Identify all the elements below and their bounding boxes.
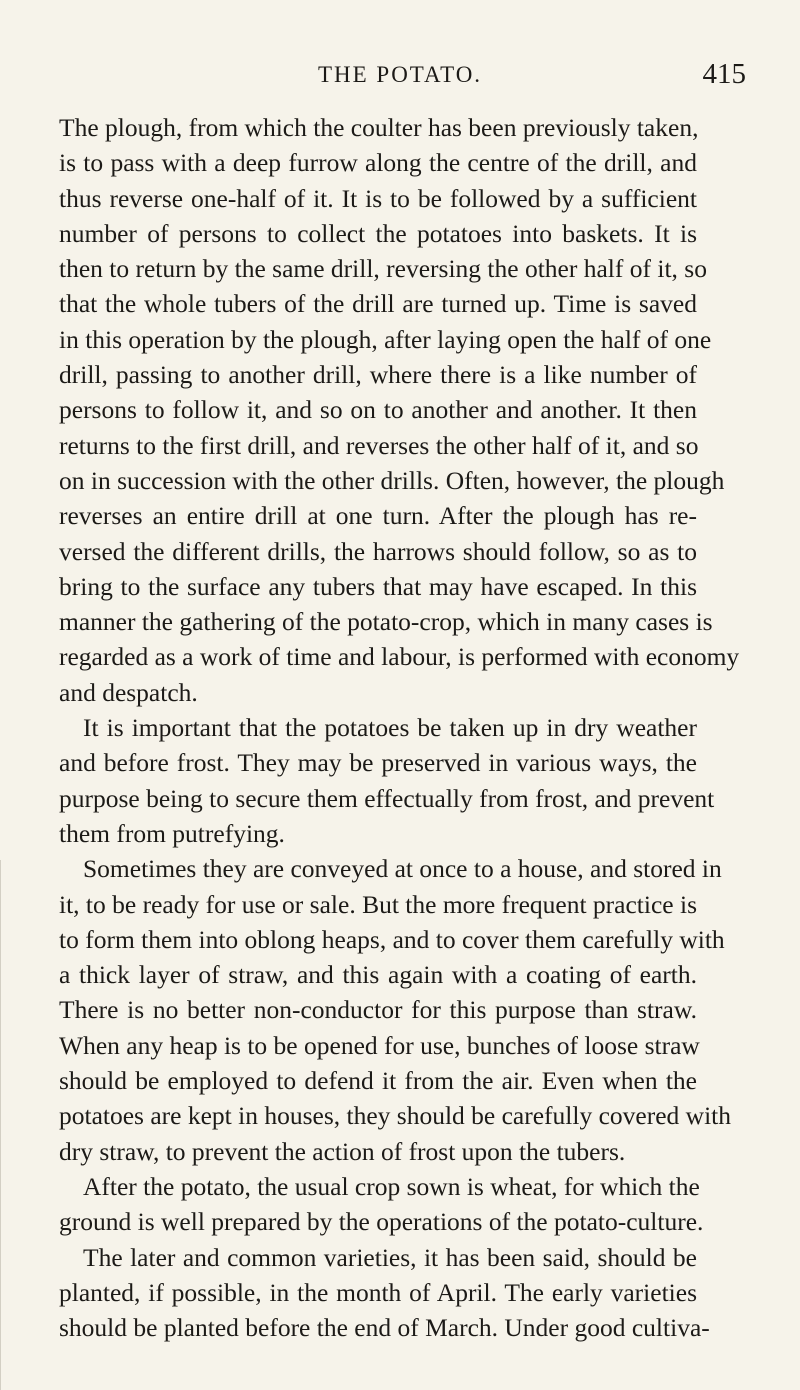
text-line: should be employed to defend it from the air. Even when the bbox=[59, 1066, 697, 1096]
paragraph bbox=[59, 851, 732, 1169]
running-head: THE POTATO. bbox=[317, 62, 483, 87]
text-line: After the potato, the usual crop sown is wheat, for which the bbox=[83, 1171, 700, 1201]
text-line: it, to be ready for use or sale. But the more frequent practice is bbox=[59, 889, 697, 919]
text-line: and before frost. They may be preserved in various ways, the bbox=[59, 748, 697, 778]
text-line: The later and common varieties, it has been said, should be bbox=[83, 1242, 697, 1272]
text-line: on in succession with the other drills. Often, however, the plough bbox=[59, 465, 725, 495]
page-number: 415 bbox=[702, 58, 746, 90]
text-line: that the whole tubers of the drill are turned up. Time is saved bbox=[59, 289, 697, 319]
text-line: then to return by the same drill, reversing the other half of it, so bbox=[59, 254, 707, 284]
paragraph bbox=[59, 1169, 704, 1240]
text-line: It is important that the potatoes be taken up in dry weather bbox=[83, 713, 697, 743]
paragraph bbox=[59, 710, 715, 851]
text-line: should be planted before the end of March. Under good cultiva- bbox=[59, 1313, 710, 1343]
text-line: returns to the first drill, and reverses the other half of it, and so bbox=[59, 430, 699, 460]
paragraph bbox=[59, 1240, 710, 1346]
text-line: regarded as a work of time and labour, is performed with economy bbox=[59, 642, 740, 672]
text-line: a thick layer of straw, and this again with a coating of earth. bbox=[59, 960, 697, 990]
text-line: number of persons to collect the potatoes into baskets. It is bbox=[59, 218, 697, 248]
body-text bbox=[59, 110, 740, 1345]
text-line: planted, if possible, in the month of April. The early varieties bbox=[59, 1277, 697, 1307]
paragraph bbox=[59, 110, 740, 710]
text-line: is to pass with a deep furrow along the centre of the drill, and bbox=[59, 148, 697, 178]
text-line: them from putrefying. bbox=[59, 818, 285, 848]
text-line: Sometimes they are conveyed at once to a house, and stored in bbox=[83, 854, 722, 884]
page-edge-shadow bbox=[0, 860, 7, 1390]
text-line: manner the gathering of the potato-crop, which in many cases is bbox=[59, 607, 713, 637]
text-line: persons to follow it, and so on to another and another. It then bbox=[59, 395, 697, 425]
text-line: When any heap is to be opened for use, bunches of loose straw bbox=[59, 1030, 700, 1060]
text-line: thus reverse one-half of it. It is to be followed by a sufficient bbox=[59, 183, 697, 213]
text-line: in this operation by the plough, after laying open the half of one bbox=[59, 324, 712, 354]
text-line: to form them into oblong heaps, and to cover them carefully with bbox=[59, 924, 725, 954]
text-line: ground is well prepared by the operations of the potato-culture. bbox=[59, 1207, 704, 1237]
text-line: and despatch. bbox=[59, 677, 198, 707]
page-header bbox=[0, 58, 800, 98]
text-line: The plough, from which the coulter has been previously taken, bbox=[59, 113, 699, 142]
text-line: versed the different drills, the harrows should follow, so as to bbox=[59, 536, 697, 566]
text-line: dry straw, to prevent the action of frost upon the tubers. bbox=[59, 1136, 626, 1166]
text-line: There is no better non-conductor for this purpose than straw. bbox=[59, 995, 697, 1025]
text-line: bring to the surface any tubers that may have escaped. In this bbox=[59, 571, 697, 601]
text-line: purpose being to secure them effectually from frost, and prevent bbox=[59, 783, 715, 813]
text-line: drill, passing to another drill, where there is a like number of bbox=[59, 360, 697, 390]
text-line: reverses an entire drill at one turn. After the plough has re- bbox=[59, 501, 697, 531]
text-line: potatoes are kept in houses, they should be carefully covered with bbox=[59, 1101, 732, 1131]
